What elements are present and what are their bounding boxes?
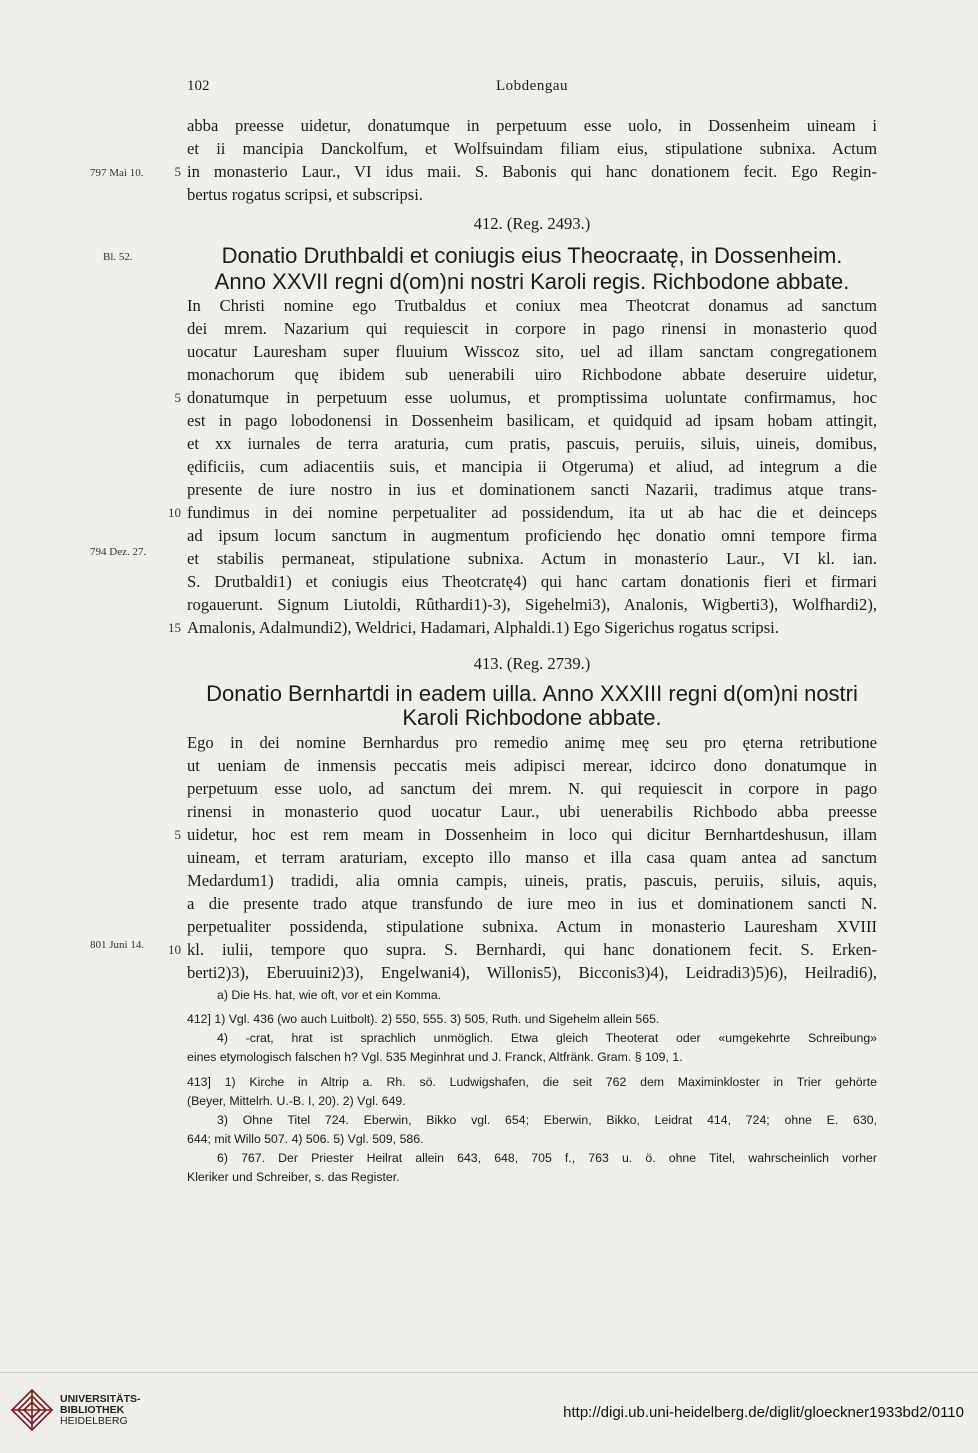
margin-date-801: 801 Juni 14. (90, 939, 145, 951)
footnote-413-2: (Beyer, Mittelrh. U.-B. I, 20). 2) Vgl. 649. (187, 1094, 406, 1108)
library-name-line3: HEIDELBERG (60, 1415, 128, 1427)
page-number: 102 (187, 78, 210, 94)
line-number: 5 (174, 827, 181, 842)
library-name-line2: BIBLIOTHEK (60, 1404, 125, 1416)
footnote-a: a) Die Hs. hat, wie oft, vor et ein Komma. (217, 988, 442, 1002)
doc-412-number: 412. (Reg. 2493.) (473, 214, 591, 233)
text-line: bertus rogatus scripsi, et subscripsi. (187, 185, 423, 204)
text-line: ędificiis, cum adiacentiis suis, et mancipia ii Otgeruma) et aliud, ad integrum a die (187, 457, 877, 476)
text-line: ut ueniam de inmensis peccatis meis adipisci merear, idcirco dono donatumque in (187, 756, 877, 775)
line-number: 5 (174, 390, 181, 405)
library-name (60, 1394, 141, 1427)
text-line: donatumque in perpetuum esse uolumus, et promptissima uoluntate confirmamus, hoc (187, 388, 877, 407)
line-number: 10 (168, 942, 181, 957)
footnote-413-4: 644; mit Willo 507. 4) 506. 5) Vgl. 509, 586. (187, 1132, 424, 1146)
footnote-412-1: 412] 1) Vgl. 436 (wo auch Luitbolt). 2) 550, 555. 3) 505, Ruth. und Sigehelm allein 565. (187, 1012, 660, 1026)
margin-date-797: 797 Mai 10. (90, 167, 144, 179)
text-line: In Christi nomine ego Trutbaldus et coniux mea Theotcrat donamus ad sanctum (187, 296, 877, 315)
footnote-413-1: 413] 1) Kirche in Altrip a. Rh. sö. Ludwigshafen, die seit 762 dem Maximinkloster in Trier gehörte (187, 1075, 877, 1089)
text-line: Ego in dei nomine Bernhardus pro remedio animę meę seu pro ęterna retributione (187, 733, 877, 752)
text-line: berti2)3), Eberuuini2)3), Engelwani4), Willonis5), Bicconis3)4), Leidradi3)5)6), Heilradi6), (187, 963, 877, 982)
footnote-413-3: 3) Ohne Titel 724. Eberwin, Bikko vgl. 654; Eberwin, Bikko, Leidrat 414, 724; ohne E. 630, (217, 1113, 877, 1127)
text-line: Medardum1) tradidi, alia omnia campis, uineis, pratis, pascuis, peruiis, siluis, aquis, (187, 871, 877, 890)
doc-413-title-line2: Karoli Richbodone abbate. (402, 705, 662, 730)
text-line: et xx iurnales de terra araturia, cum pratis, pascuis, peruiis, siluis, uineis, domibus, (187, 434, 877, 453)
footnote-412-3: eines etymologisch falschen h? Vgl. 535 Meginhrat und J. Franck, Altfränk. Gram. § 109, 1. (187, 1050, 683, 1064)
university-library-logo-icon (8, 1386, 56, 1434)
footer-divider (0, 1372, 978, 1373)
footnote-412-2: 4) -crat, hrat ist sprachlich unmöglich. Etwa gleich Theoterat oder «umgekehrte Schreibung» (217, 1031, 877, 1045)
line-number: 15 (168, 620, 181, 635)
text-line: uidetur, hoc est rem meam in Dossenheim in loco qui dicitur Bernhartdeshusun, illam (187, 825, 877, 844)
text-line: rogauerunt. Signum Liutoldi, Rûthardi1)-3), Sigehelmi3), Analonis, Wigberti3), Wolfhardi2), (187, 595, 877, 614)
text-line: dei mrem. Nazarium qui requiescit in corpore in pago rinensi in monasterio quod (187, 319, 877, 338)
text-line: presente de iure nostro in ius et dominationem sancti Nazarii, tradimus atque trans- (187, 480, 877, 499)
text-line: monachorum quę ibidem sub uenerabili uiro Richbodone abbate deseruire uidetur, (187, 365, 877, 384)
text-line: perpetuum esse uolo, ad sanctum dei mrem. N. qui requiescit in corpore in pago (187, 779, 877, 798)
doc-412-title-line1: Donatio Druthbaldi et coniugis eius Theocraatę, in Dossenheim. (221, 243, 843, 268)
text-line: a die presente trado atque transfundo de iure meo in ius et dominationem sancti N. (187, 894, 877, 913)
text-line: fundimus in dei nomine perpetualiter ad possidendum, ita ut ab hac die et deinceps (187, 503, 877, 522)
library-name-line1: UNIVERSITÄTS- (60, 1393, 141, 1405)
text-line: perpetualiter possidenda, stipulatione subnixa. Actum in monasterio Lauresham XVIII (187, 917, 877, 936)
doc-413-title-line1: Donatio Bernhartdi in eadem uilla. Anno XXXIII regni d(om)ni nostri (206, 681, 858, 706)
doc-412-title-line2: Anno XXVII regni d(om)ni nostri Karoli regis. Richbodone abbate. (214, 269, 850, 294)
source-url-link[interactable]: http://digi.ub.uni-heidelberg.de/diglit/gloeckner1933bd2/0110 (563, 1404, 964, 1421)
footnote-413-6: Kleriker und Schreiber, s. das Register. (187, 1170, 400, 1184)
text-line: S. Drutbaldi1) et coniugis eius Theotcratę4) qui hanc cartam donationis fieri et firmari (187, 572, 877, 591)
text-line: in monasterio Laur., VI idus maii. S. Babonis qui hanc donationem fecit. Ego Regin- (187, 162, 877, 181)
line-number: 10 (168, 505, 181, 520)
text-line: est in pago lobodonensi in Dossenheim basilicam, et quidquid ad ipsam hobam attingit, (187, 411, 877, 430)
text-line: ad ipsum locum sanctum in augmentum proficiendo hęc donatio omni tempore firma (187, 526, 877, 545)
text-line: uineam, et terram araturiam, excepto illo manso et illa casa quam antea ad sanctum (187, 848, 877, 867)
line-number: 5 (174, 164, 181, 179)
text-line: et ii mancipia Danckolfum, et Wolfsuindam filiam eius, stipulatione subnixa. Actum (187, 139, 877, 158)
text-line: uocatur Lauresham super fluuium Wisscoz sito, uel ad illam sanctam congregationem (187, 342, 877, 361)
text-line: Amalonis, Adalmundi2), Weldrici, Hadamari, Alphaldi.1) Ego Sigerichus rogatus scripsi. (187, 618, 779, 637)
text-line: kl. iulii, tempore quo supra. S. Bernhardi, qui hanc donationem fecit. S. Erken- (187, 940, 877, 959)
text-line: et stabilis permaneat, stipulatione subnixa. Actum in monasterio Laur., VI kl. ian. (187, 549, 877, 568)
text-line: rinensi in monasterio quod uocatur Laur., ubi uenerabilis Richbodo abba preesse (187, 802, 877, 821)
footnote-413-5: 6) 767. Der Priester Heilrat allein 643, 648, 705 f., 763 u. ö. ohne Titel, wahrscheinlich vorher (217, 1151, 877, 1165)
margin-date-794: 794 Dez. 27. (90, 546, 147, 558)
margin-folio-52: Bl. 52. (103, 251, 133, 263)
text-line: abba preesse uidetur, donatumque in perpetuum esse uolo, in Dossenheim uineam i (187, 116, 877, 135)
running-title: Lobdengau (496, 78, 568, 94)
doc-413-number: 413. (Reg. 2739.) (473, 654, 591, 673)
